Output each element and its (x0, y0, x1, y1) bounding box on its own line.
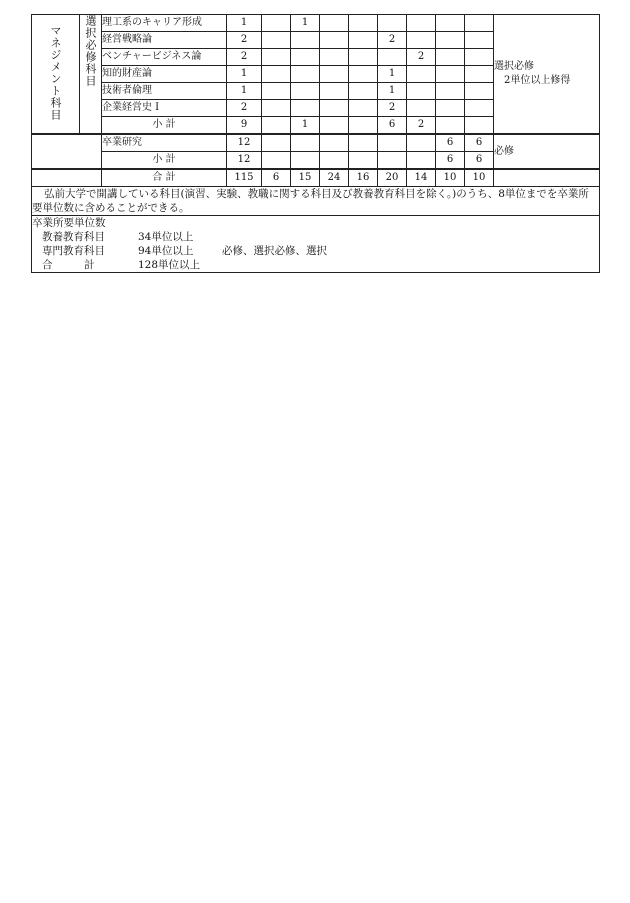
requirements-cell (32, 216, 600, 273)
course-credits: 1 (227, 83, 262, 100)
total-credits: 115 (227, 169, 262, 187)
semester-hours: 10 (436, 169, 465, 187)
semester-hours: 2 (378, 100, 407, 117)
semester-hours (436, 49, 465, 66)
remarks-cell: 必修 (494, 134, 600, 169)
semester-hours (436, 32, 465, 49)
semester-hours (320, 134, 349, 152)
semester-hours (320, 152, 349, 170)
semester-hours (349, 117, 378, 135)
semester-hours (320, 83, 349, 100)
requirement-line (32, 258, 599, 272)
remark-text: 弘前大学で開講している科目(演習、実験、教職に関する科目及び教養教育科目を除く。)のうち、8単位までを卒業所要単位数に含めることができる。 (32, 188, 589, 214)
remark-line: 2単位以上修得 (504, 75, 571, 86)
semester-hours (320, 15, 349, 32)
semester-hours: 10 (465, 169, 494, 187)
semester-hours (349, 32, 378, 49)
empty-cell (32, 134, 102, 169)
semester-hours: 16 (349, 169, 378, 187)
requirement-value: 94単位以上 (138, 245, 194, 257)
remark-line: 選択必修 (494, 61, 534, 72)
semester-hours (349, 100, 378, 117)
semester-hours: 2 (378, 32, 407, 49)
total-row (32, 169, 600, 187)
semester-hours (291, 152, 320, 170)
semester-hours (436, 83, 465, 100)
semester-hours: 2 (407, 49, 436, 66)
requirement-value: 34単位以上 (138, 231, 194, 243)
semester-hours (465, 100, 494, 117)
semester-hours (436, 100, 465, 117)
semester-hours (320, 49, 349, 66)
course-name: ベンチャービジネス論 (102, 49, 227, 66)
semester-hours: 6 (436, 134, 465, 152)
semester-hours (436, 66, 465, 83)
semester-hours (291, 49, 320, 66)
total-label: 合 計 (102, 169, 227, 187)
subcategory-label: 選択必修科目 (84, 15, 97, 87)
semester-hours (378, 49, 407, 66)
semester-hours (465, 66, 494, 83)
semester-hours (320, 117, 349, 135)
semester-hours: 1 (378, 66, 407, 83)
semester-hours: 6 (262, 169, 291, 187)
semester-hours (436, 15, 465, 32)
semester-hours (378, 152, 407, 170)
category-cell (32, 15, 80, 135)
requirement-label: 教養教育科目 (42, 231, 105, 243)
requirement-value: 128単位以上 (138, 259, 201, 271)
category-label: マネジメント科目 (49, 24, 62, 121)
course-credits: 1 (227, 15, 262, 32)
course-credits: 12 (227, 134, 262, 152)
subtotal-label: 小 計 (102, 152, 227, 170)
semester-hours (378, 134, 407, 152)
semester-hours (262, 49, 291, 66)
empty-cell (32, 169, 102, 187)
semester-hours: 6 (465, 152, 494, 170)
semester-hours: 2 (407, 117, 436, 135)
requirements-title: 卒業所要単位数 (32, 217, 106, 229)
course-credits: 2 (227, 49, 262, 66)
semester-hours (262, 100, 291, 117)
semester-hours (262, 117, 291, 135)
remark-cell (32, 187, 600, 216)
requirement-label: 合 計 (42, 259, 95, 271)
subtotal-credits: 12 (227, 152, 262, 170)
subtotal-label: 小 計 (102, 117, 227, 135)
semester-hours (407, 134, 436, 152)
semester-hours (320, 100, 349, 117)
semester-hours (407, 83, 436, 100)
semester-hours: 1 (291, 117, 320, 135)
course-row (32, 15, 600, 32)
semester-hours (436, 117, 465, 135)
semester-hours (262, 152, 291, 170)
semester-hours (349, 83, 378, 100)
requirement-line (32, 230, 599, 244)
semester-hours (291, 134, 320, 152)
semester-hours (262, 32, 291, 49)
semester-hours (262, 134, 291, 152)
semester-hours: 15 (291, 169, 320, 187)
semester-hours (262, 66, 291, 83)
semester-hours (349, 134, 378, 152)
semester-hours: 20 (378, 169, 407, 187)
curriculum-table (31, 14, 600, 273)
semester-hours: 1 (378, 83, 407, 100)
course-name: 技術者倫理 (102, 83, 227, 100)
course-name: 卒業研究 (102, 134, 227, 152)
requirement-label: 専門教育科目 (42, 245, 105, 257)
semester-hours (291, 66, 320, 83)
remark-row (32, 187, 600, 216)
semester-hours: 6 (465, 134, 494, 152)
semester-hours (407, 15, 436, 32)
course-credits: 2 (227, 100, 262, 117)
semester-hours (465, 83, 494, 100)
semester-hours (262, 15, 291, 32)
subcategory-cell (80, 15, 102, 135)
semester-hours (320, 32, 349, 49)
course-credits: 2 (227, 32, 262, 49)
semester-hours (407, 32, 436, 49)
semester-hours (262, 83, 291, 100)
course-name: 理工系のキャリア形成 (102, 15, 227, 32)
semester-hours (407, 66, 436, 83)
semester-hours (407, 152, 436, 170)
semester-hours (291, 83, 320, 100)
semester-hours: 24 (320, 169, 349, 187)
course-name: 企業経営史 I (102, 100, 227, 117)
semester-hours (407, 100, 436, 117)
semester-hours (291, 32, 320, 49)
requirements-row (32, 216, 600, 273)
semester-hours: 1 (291, 15, 320, 32)
graduation-research-row (32, 134, 600, 152)
remarks-cell (494, 15, 600, 135)
subtotal-credits: 9 (227, 117, 262, 135)
semester-hours: 6 (436, 152, 465, 170)
requirement-extra: 必修、選択必修、選択 (222, 245, 327, 257)
semester-hours (349, 49, 378, 66)
semester-hours: 14 (407, 169, 436, 187)
course-name: 知的財産論 (102, 66, 227, 83)
semester-hours: 6 (378, 117, 407, 135)
semester-hours (465, 49, 494, 66)
semester-hours (349, 152, 378, 170)
semester-hours (378, 15, 407, 32)
semester-hours (291, 100, 320, 117)
requirement-line (32, 244, 599, 258)
course-credits: 1 (227, 66, 262, 83)
semester-hours (349, 66, 378, 83)
course-name: 経営戦略論 (102, 32, 227, 49)
semester-hours (465, 15, 494, 32)
semester-hours (320, 66, 349, 83)
semester-hours (465, 117, 494, 135)
semester-hours (465, 32, 494, 49)
empty-cell (494, 169, 600, 187)
semester-hours (349, 15, 378, 32)
